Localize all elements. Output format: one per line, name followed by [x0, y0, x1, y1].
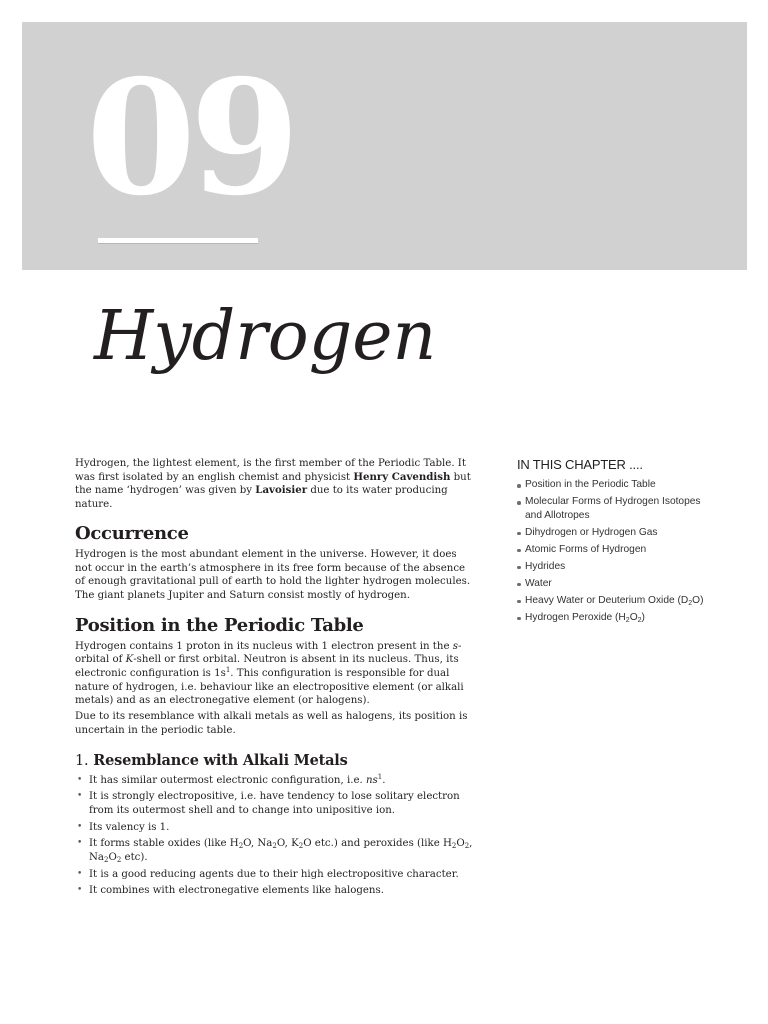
sidebar-item: Hydrides: [517, 560, 707, 574]
subscript: 2: [464, 842, 470, 851]
main-column: [75, 457, 475, 901]
intro-text: but the name ‘hydrogen’ was given by: [75, 471, 471, 497]
sidebar-list: [517, 478, 707, 624]
intro-paragraph: [75, 457, 475, 512]
formula: H: [229, 838, 239, 850]
chapter-rule: [98, 238, 258, 244]
subscript: 2: [104, 856, 109, 865]
intro-bold-cavendish: Henry Cavendish: [353, 470, 451, 483]
text: Hydrogen Peroxide (H: [525, 611, 626, 623]
occurrence-paragraph: Hydrogen is the most abundant element in the universe. However, it does not occur in the earth’s atmosphere in its free form because of the absence of enough gravitational pull of earth to hold the lighter hydrogen molecules. The giant planets Jupiter and Saturn consist mostly of hydrogen.: [75, 548, 471, 601]
subscript: 2: [451, 842, 457, 851]
text: .: [382, 774, 386, 786]
text: O: [629, 611, 638, 623]
text: -shell or first orbital. Neutron is absent in its nucleus. Thus, its electronic configuration is 1s: [75, 654, 459, 680]
sidebar-item: Position in the Periodic Table: [517, 478, 707, 492]
list-item: [75, 837, 475, 864]
formula: O: [303, 838, 312, 850]
sidebar-item: Water: [517, 577, 707, 591]
section-number: 1.: [75, 752, 89, 769]
sidebar-title: IN THIS CHAPTER ....: [517, 457, 643, 472]
subscript: 2: [238, 842, 244, 851]
subscript: 2: [272, 842, 277, 851]
text: O): [692, 594, 704, 606]
position-heading: Position in the Periodic Table: [75, 614, 364, 636]
text: Heavy Water or Deuterium Oxide (D: [525, 594, 689, 606]
subscript: 2: [298, 842, 304, 851]
list-item: • It is strongly electropositive, i.e. have tendency to lose solitary electron from its outermost shell and to change into unipositive ion.: [75, 790, 475, 817]
list-item: [75, 774, 475, 788]
subscript: 2: [625, 616, 630, 624]
superscript: 1: [377, 772, 383, 781]
sidebar-item: [517, 594, 707, 608]
formula: ,: [469, 838, 473, 850]
position-paragraph-1: [75, 640, 475, 709]
subscript: 2: [688, 599, 693, 607]
formula: Na: [89, 852, 104, 864]
sidebar-item: [517, 611, 707, 625]
section-title: Resemblance with Alkali Metals: [93, 751, 348, 769]
subscript: 2: [116, 856, 122, 865]
sidebar-item: Dihydrogen or Hydrogen Gas: [517, 526, 707, 540]
text: Hydrogen contains 1 proton in its nucleus with 1 electron present in the: [75, 640, 453, 652]
alkali-heading: [75, 752, 475, 770]
formula: O,: [243, 838, 258, 850]
text: It has similar outermost electronic configuration, i.e.: [89, 774, 366, 786]
list-item: • It combines with electronegative elements like halogens.: [75, 884, 475, 898]
text: etc.) and peroxides (like: [311, 838, 443, 850]
list-item: • Its valency is 1.: [75, 821, 475, 835]
occurrence-heading: Occurrence: [75, 522, 189, 544]
formula: K: [291, 838, 299, 850]
sidebar-item: Molecular Forms of Hydrogen Isotopes and Allotropes: [517, 495, 707, 522]
formula: Na: [257, 838, 273, 850]
text-italic: K: [125, 654, 134, 666]
text: ): [641, 611, 645, 623]
text: It forms stable oxides (like: [89, 838, 230, 850]
text: . This configuration is responsible for dual nature of hydrogen, i.e. behaviour like an electropositive element (or alkali metals) and as an electronegative element (or halogens).: [75, 668, 464, 707]
text: -orbital of: [75, 640, 462, 666]
text-italic: s: [452, 640, 458, 652]
subscript: 2: [637, 616, 642, 624]
text-italic: ns: [365, 774, 378, 786]
chapter-sidebar: [517, 457, 707, 628]
formula: O: [108, 852, 117, 864]
list-item: • It is a good reducing agents due to their high electropositive character.: [75, 868, 475, 882]
formula: O,: [276, 838, 292, 850]
chapter-title: Hydrogen: [94, 297, 437, 376]
alkali-list: [75, 774, 475, 899]
sidebar-item: Atomic Forms of Hydrogen: [517, 543, 707, 557]
text: etc).: [121, 852, 148, 864]
intro-text: Hydrogen, the lightest element, is the first member of the Periodic Table. It was first isolated by an english chemist and physicist: [75, 458, 466, 483]
chapter-number: 09: [86, 46, 294, 231]
formula: H: [442, 838, 452, 850]
formula: O: [456, 838, 465, 850]
intro-text: due to its water producing nature.: [75, 485, 448, 511]
superscript: 1: [225, 666, 231, 675]
position-paragraph-2: Due to its resemblance with alkali metals as well as halogens, its position is uncertain in the periodic table.: [75, 711, 468, 736]
intro-bold-lavoisier: Lavoisier: [255, 484, 308, 497]
